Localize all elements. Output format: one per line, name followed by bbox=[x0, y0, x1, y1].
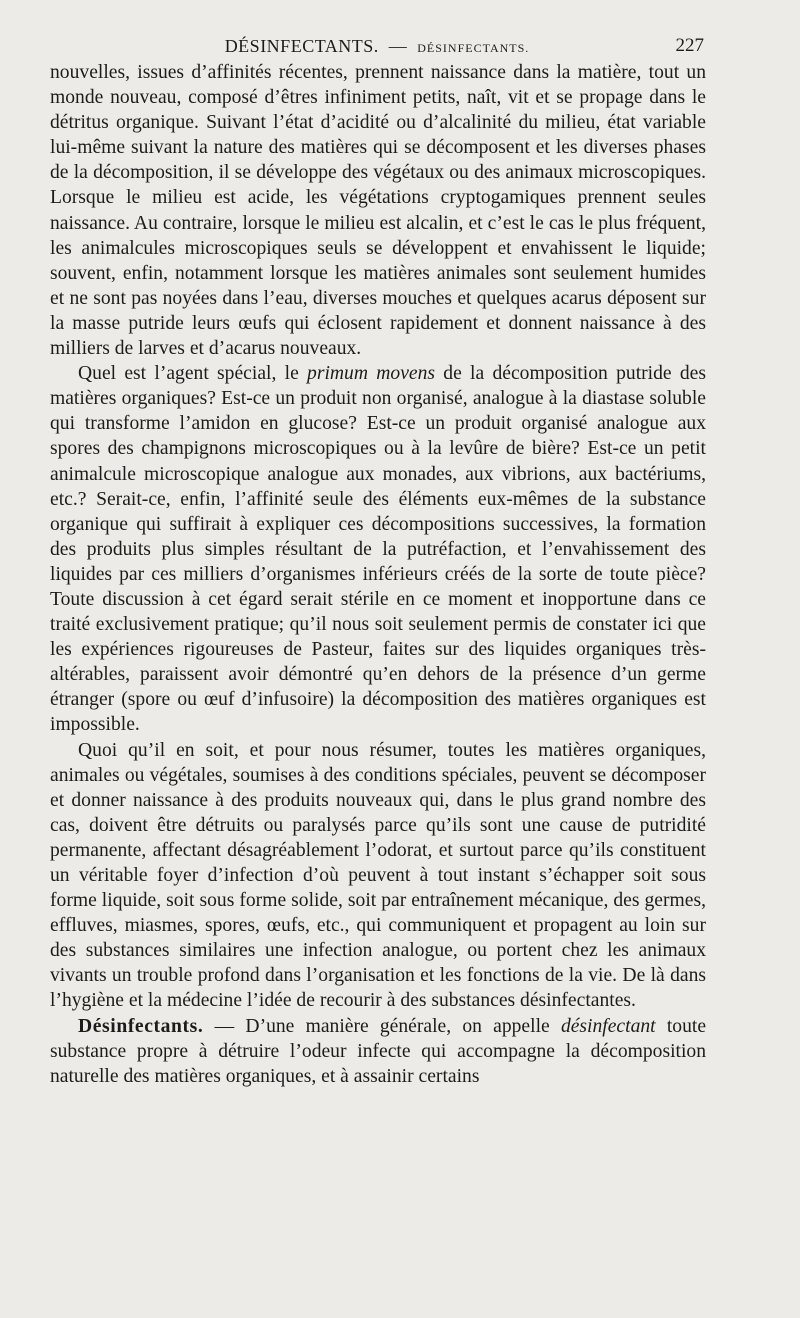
running-title-separator: — bbox=[388, 36, 408, 56]
running-title bbox=[50, 34, 704, 60]
section-heading-desinfectants: Désinfectants. bbox=[78, 1015, 204, 1037]
paragraph-2 bbox=[50, 361, 706, 737]
paragraph-4-emphasis: désinfectant bbox=[560, 1015, 656, 1037]
paragraph-2-emphasis: primum movens bbox=[307, 363, 436, 385]
running-title-main: DÉSINFECTANTS. bbox=[224, 36, 379, 56]
paragraph-4-text-b: toute substance propre à détruire l’odeur infecte qui accompagne la décomposition naturelle des matières organiques, et à assainir certains bbox=[50, 1015, 707, 1087]
paragraph-4 bbox=[50, 1014, 706, 1089]
paragraph-2-text-b: de la décomposition putride des matières organiques? Est-ce un produit non organisé, analogue à la diastase soluble qui transforme l’amidon en glucose? Est-ce un produit organisé analogue aux spores des champignons microscopiques ou à la levûre de bière? Est-ce un petit animalcule microscopique analogue aux monades, aux vibrions, aux bactériums, etc.? Serait-ce, enfin, l’affinité seule des éléments eux-mêmes de la substance organique qui suffirait à expliquer ces décompositions successives, la formation des produits plus simples résultant de la putréfaction, et l’envahissement des liquides par ces milliers d’organismes inférieurs créés de la sorte de toute pièce? Toute discussion à cet égard serait stérile en ce moment et inopportune dans ce traité exclusivement pratique; qu’il nous soit seulement permis de constater ici que les expériences rigoureuses de Pasteur, faites sur des liquides organiques très-altérables, paraissent avoir démontré qu’en dehors de la présence d’un germe étranger (spore ou œuf d’infusoire) la décomposition des matières organiques est impossible. bbox=[50, 363, 706, 736]
page-number: 227 bbox=[675, 35, 704, 56]
body-text bbox=[50, 60, 706, 1089]
paragraph-3: Quoi qu’il en soit, et pour nous résumer, toutes les matières organiques, animales ou végétales, soumises à des conditions spéciales, peuvent se décomposer et donner naissance à des produits nouveaux qui, dans le plus grand nombre des cas, doivent être détruits ou paralysés parce qu’ils sont une cause de putridité permanente, affectant désagréablement l’odorat, et surtout parce qu’ils constituent un véritable foyer d’infection d’où peuvent à tout instant s’échapper soit sous forme liquide, soit sous forme solide, soit par entraînement mécanique, des germes, effluves, miasmes, spores, œufs, etc., qui communiquent et propagent au loin sur des substances similaires une infection analogue, ou portent chez les animaux vivants un trouble profond dans l’organisation et les fonctions de la vie. De là dans l’hygiène et la médecine l’idée de recourir à des substances désinfectantes. bbox=[50, 739, 706, 1012]
paragraph-2-text-a: Quel est l’agent spécial, le bbox=[78, 363, 308, 385]
running-title-sub: DÉSINFECTANTS. bbox=[417, 41, 530, 55]
paragraph-1: nouvelles, issues d’affinités récentes, prennent naissance dans la matière, tout un monde nouveau, composé d’êtres infiniment petits, naît, vit et se propage dans le détritus organique. Suivant l’état d’acidité ou d’alcalinité du milieu, état variable lui-même suivant la nature des matières qui se décomposent et les diverses phases de la décomposition, il se développe des végétaux ou des animaux microscopiques. Lorsque le milieu est acide, les végétations cryptogamiques prennent seules naissance. Au contraire, lorsque le milieu est alcalin, et c’est le cas le plus fréquent, les animalcules microscopiques seuls se développent et envahissent le liquide; souvent, enfin, notamment lorsque les matières animales sont seulement humides et ne sont pas noyées dans l’eau, diverses mouches et quelques acarus déposent sur la masse putride leurs œufs qui éclosent rapidement et donnent naissance à des milliers de larves et d’acarus nouveaux. bbox=[50, 62, 706, 360]
page-header bbox=[50, 34, 704, 58]
paragraph-4-text-a: — D’une manière générale, on appelle bbox=[203, 1015, 561, 1037]
